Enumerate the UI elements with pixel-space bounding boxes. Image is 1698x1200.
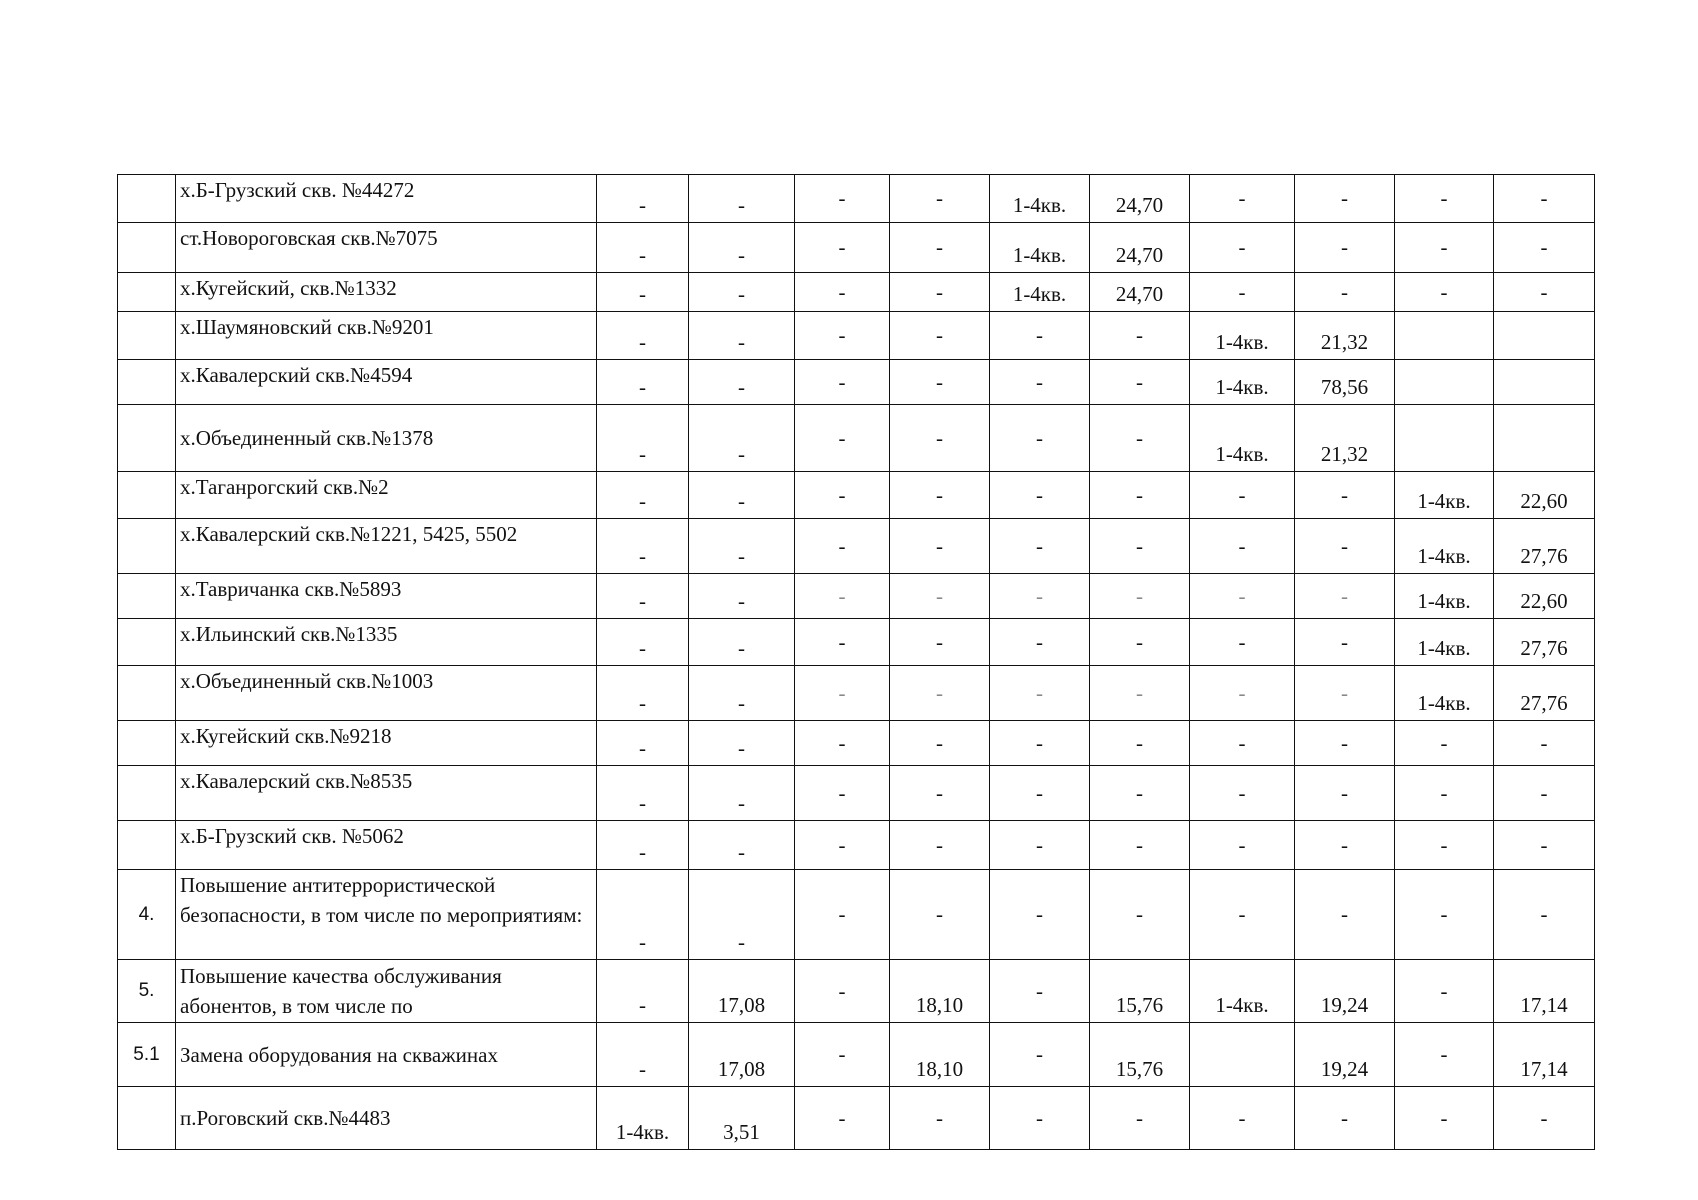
table-cell: -: [1295, 223, 1395, 273]
table-cell: -: [597, 519, 689, 574]
table-cell: -: [1494, 721, 1595, 766]
table-cell: -: [1190, 175, 1295, 223]
table-cell: -: [1295, 821, 1395, 870]
table-cell: -: [890, 405, 990, 472]
table-cell: -: [990, 405, 1090, 472]
table-cell: 19,24: [1295, 1023, 1395, 1087]
table-cell: [1494, 312, 1595, 360]
table-cell: -: [1295, 472, 1395, 519]
table-cell: -: [795, 223, 890, 273]
table-cell: -: [1295, 1087, 1395, 1150]
row-name: х.Объединенный скв.№1378: [176, 405, 597, 472]
table-cell: -: [597, 721, 689, 766]
table-cell: 1-4кв.: [1395, 472, 1494, 519]
table-cell: [1395, 312, 1494, 360]
table-cell: -: [890, 312, 990, 360]
table-cell: -: [689, 519, 795, 574]
table-cell: -: [1190, 821, 1295, 870]
table-cell: -: [1395, 721, 1494, 766]
table-cell: 18,10: [890, 1023, 990, 1087]
table-cell: -: [597, 619, 689, 666]
table-cell: 1-4кв.: [990, 175, 1090, 223]
table-cell: -: [795, 870, 890, 960]
row-name: х.Шаумяновский скв.№9201: [176, 312, 597, 360]
row-number: [118, 619, 176, 666]
table-cell: 27,76: [1494, 619, 1595, 666]
table-cell: [1395, 405, 1494, 472]
table-cell: -: [1395, 273, 1494, 312]
table-cell: -: [795, 312, 890, 360]
table-cell: 1-4кв.: [1190, 405, 1295, 472]
table-cell: -: [795, 519, 890, 574]
table-cell: -: [597, 666, 689, 721]
table-cell: -: [1295, 175, 1395, 223]
table-cell: -: [1395, 1087, 1494, 1150]
table-cell: 1-4кв.: [990, 273, 1090, 312]
row-name: х.Кугейский скв.№9218: [176, 721, 597, 766]
table-cell: [1190, 1023, 1295, 1087]
table-cell: -: [990, 1023, 1090, 1087]
table-cell: -: [1190, 223, 1295, 273]
table-cell: -: [890, 766, 990, 821]
table-cell: -: [795, 273, 890, 312]
row-number: [118, 1087, 176, 1150]
table-cell: -: [795, 175, 890, 223]
table-cell: -: [990, 1087, 1090, 1150]
table-cell: 1-4кв.: [1395, 666, 1494, 721]
row-number: [118, 360, 176, 405]
table-cell: -: [689, 666, 795, 721]
table-cell: -: [795, 821, 890, 870]
table-cell: -: [1494, 870, 1595, 960]
table-cell: 24,70: [1090, 273, 1190, 312]
table-cell: -: [990, 821, 1090, 870]
table-cell: -: [689, 223, 795, 273]
table-cell: -: [1090, 574, 1190, 619]
table-cell: -: [795, 1023, 890, 1087]
table-cell: -: [597, 766, 689, 821]
table-row: [118, 405, 1595, 472]
table-cell: 78,56: [1295, 360, 1395, 405]
table-cell: 27,76: [1494, 519, 1595, 574]
table-cell: -: [890, 619, 990, 666]
table-cell: -: [597, 175, 689, 223]
table-cell: -: [1190, 666, 1295, 721]
table-row: [118, 619, 1595, 666]
table-cell: -: [1190, 619, 1295, 666]
table-cell: -: [1190, 766, 1295, 821]
table-cell: -: [1090, 821, 1190, 870]
table-cell: -: [1395, 821, 1494, 870]
table-cell: -: [990, 472, 1090, 519]
table-cell: -: [597, 960, 689, 1023]
table-cell: -: [795, 574, 890, 619]
table-cell: -: [990, 519, 1090, 574]
table-cell: 1-4кв.: [1395, 519, 1494, 574]
row-number: [118, 472, 176, 519]
row-number: 5.: [118, 960, 176, 1023]
row-name: х.Кавалерский скв.№1221, 5425, 5502: [176, 519, 597, 574]
table-row: [118, 821, 1595, 870]
table-cell: -: [1494, 821, 1595, 870]
table-cell: -: [597, 870, 689, 960]
table-cell: -: [1190, 574, 1295, 619]
table-cell: -: [689, 870, 795, 960]
table-row: [118, 1087, 1595, 1150]
table-cell: -: [795, 405, 890, 472]
table-cell: 3,51: [689, 1087, 795, 1150]
table-cell: -: [990, 870, 1090, 960]
row-number: [118, 574, 176, 619]
table-cell: -: [1295, 870, 1395, 960]
table-cell: -: [1090, 870, 1190, 960]
table-cell: -: [1295, 519, 1395, 574]
table-cell: 18,10: [890, 960, 990, 1023]
table-cell: -: [1090, 360, 1190, 405]
table-cell: 1-4кв.: [1395, 619, 1494, 666]
table-cell: -: [597, 273, 689, 312]
table-cell: 1-4кв.: [1190, 312, 1295, 360]
table-cell: 15,76: [1090, 960, 1190, 1023]
document-table: [117, 174, 1595, 1150]
table-cell: -: [1190, 1087, 1295, 1150]
table-cell: -: [689, 472, 795, 519]
table-cell: 1-4кв.: [1190, 960, 1295, 1023]
table-cell: -: [1090, 1087, 1190, 1150]
table-cell: -: [1395, 1023, 1494, 1087]
table-cell: 17,14: [1494, 960, 1595, 1023]
table-cell: -: [990, 721, 1090, 766]
row-name: Повышение антитеррористической безопасности, в том числе по мероприятиям:: [176, 870, 597, 960]
table-cell: -: [689, 821, 795, 870]
table-cell: -: [890, 1087, 990, 1150]
table-cell: -: [689, 175, 795, 223]
table-cell: [1494, 360, 1595, 405]
table-cell: -: [890, 721, 990, 766]
table-body: [118, 175, 1595, 1150]
table-cell: 1-4кв.: [1395, 574, 1494, 619]
row-number: 4.: [118, 870, 176, 960]
table-cell: -: [990, 960, 1090, 1023]
table-cell: -: [890, 472, 990, 519]
table-cell: -: [795, 619, 890, 666]
table-cell: -: [1295, 574, 1395, 619]
table-cell: -: [1295, 721, 1395, 766]
table-cell: -: [689, 574, 795, 619]
table-cell: -: [1494, 766, 1595, 821]
table-cell: -: [1295, 273, 1395, 312]
row-number: [118, 405, 176, 472]
table-row: [118, 223, 1595, 273]
table-row: [118, 360, 1595, 405]
table-cell: -: [689, 721, 795, 766]
row-name: х.Таганрогский скв.№2: [176, 472, 597, 519]
table-cell: -: [795, 1087, 890, 1150]
table-cell: -: [689, 405, 795, 472]
table-cell: -: [795, 472, 890, 519]
row-name: х.Тавричанка скв.№5893: [176, 574, 597, 619]
table-cell: -: [990, 574, 1090, 619]
table-cell: -: [1494, 223, 1595, 273]
table-cell: -: [795, 721, 890, 766]
table-row: [118, 666, 1595, 721]
row-number: [118, 666, 176, 721]
table-cell: -: [1190, 721, 1295, 766]
table-cell: -: [795, 766, 890, 821]
table-cell: -: [689, 766, 795, 821]
table-cell: -: [1090, 766, 1190, 821]
table-cell: -: [890, 175, 990, 223]
table-cell: -: [1395, 766, 1494, 821]
row-name: п.Роговский скв.№4483: [176, 1087, 597, 1150]
table-cell: -: [1494, 175, 1595, 223]
table-cell: -: [990, 312, 1090, 360]
row-name: ст.Новороговская скв.№7075: [176, 223, 597, 273]
row-name: х.Б-Грузский скв. №5062: [176, 821, 597, 870]
row-number: [118, 312, 176, 360]
table-cell: -: [1395, 960, 1494, 1023]
table-row: [118, 960, 1595, 1023]
row-number: [118, 175, 176, 223]
table-cell: -: [890, 821, 990, 870]
table-cell: -: [597, 223, 689, 273]
table-cell: 15,76: [1090, 1023, 1190, 1087]
row-name: х.Кавалерский скв.№4594: [176, 360, 597, 405]
table-cell: -: [597, 472, 689, 519]
table-cell: -: [1190, 273, 1295, 312]
table-cell: -: [689, 619, 795, 666]
row-name: х.Кугейский, скв.№1332: [176, 273, 597, 312]
table-cell: 21,32: [1295, 312, 1395, 360]
table-cell: 22,60: [1494, 472, 1595, 519]
row-number: [118, 821, 176, 870]
table-cell: -: [890, 519, 990, 574]
table-cell: -: [597, 821, 689, 870]
table-cell: -: [1190, 519, 1295, 574]
table-row: [118, 273, 1595, 312]
table-row: [118, 175, 1595, 223]
row-name: х.Объединенный скв.№1003: [176, 666, 597, 721]
row-name: Замена оборудования на скважинах: [176, 1023, 597, 1087]
table-cell: -: [890, 574, 990, 619]
table-cell: -: [1295, 766, 1395, 821]
table-cell: -: [1395, 175, 1494, 223]
table-cell: 17,14: [1494, 1023, 1595, 1087]
table-row: [118, 1023, 1595, 1087]
table-cell: 1-4кв.: [1190, 360, 1295, 405]
table-cell: -: [1190, 870, 1295, 960]
table-cell: [1494, 405, 1595, 472]
table-cell: 19,24: [1295, 960, 1395, 1023]
row-name: х.Б-Грузский скв. №44272: [176, 175, 597, 223]
table-cell: -: [597, 312, 689, 360]
table-cell: -: [890, 360, 990, 405]
row-name: Повышение качества обслуживания абонентов, в том числе по: [176, 960, 597, 1023]
table-cell: -: [1395, 223, 1494, 273]
table-row: [118, 721, 1595, 766]
table-cell: 22,60: [1494, 574, 1595, 619]
table-cell: [1395, 360, 1494, 405]
table-cell: -: [890, 666, 990, 721]
row-name: х.Ильинский скв.№1335: [176, 619, 597, 666]
table-row: [118, 472, 1595, 519]
table-row: [118, 519, 1595, 574]
table-cell: -: [597, 360, 689, 405]
table-row: [118, 870, 1595, 960]
table-cell: -: [597, 574, 689, 619]
table-cell: -: [990, 360, 1090, 405]
table-cell: -: [1090, 666, 1190, 721]
table-cell: -: [1090, 519, 1190, 574]
row-number: [118, 766, 176, 821]
table-cell: -: [1090, 405, 1190, 472]
table-cell: -: [1295, 619, 1395, 666]
table-cell: -: [795, 360, 890, 405]
table-cell: -: [1090, 472, 1190, 519]
row-number: 5.1: [118, 1023, 176, 1087]
row-number: [118, 721, 176, 766]
table-cell: 1-4кв.: [990, 223, 1090, 273]
table-cell: -: [1090, 312, 1190, 360]
table-cell: 1-4кв.: [597, 1087, 689, 1150]
table-cell: -: [890, 223, 990, 273]
table-row: [118, 574, 1595, 619]
table-cell: -: [1494, 1087, 1595, 1150]
table-cell: -: [890, 870, 990, 960]
table-cell: -: [1090, 619, 1190, 666]
table-cell: -: [1494, 273, 1595, 312]
table-cell: 17,08: [689, 1023, 795, 1087]
table-cell: -: [689, 273, 795, 312]
table-cell: -: [990, 666, 1090, 721]
table-cell: 24,70: [1090, 175, 1190, 223]
table-cell: -: [1190, 472, 1295, 519]
table-cell: -: [1090, 721, 1190, 766]
row-name: х.Кавалерский скв.№8535: [176, 766, 597, 821]
table-cell: 17,08: [689, 960, 795, 1023]
table-cell: 24,70: [1090, 223, 1190, 273]
table-row: [118, 766, 1595, 821]
table-cell: -: [689, 312, 795, 360]
row-number: [118, 519, 176, 574]
table-cell: -: [795, 666, 890, 721]
table-cell: 27,76: [1494, 666, 1595, 721]
table-cell: 21,32: [1295, 405, 1395, 472]
table-cell: -: [689, 360, 795, 405]
table-cell: -: [990, 619, 1090, 666]
table-cell: -: [1295, 666, 1395, 721]
table-cell: -: [795, 960, 890, 1023]
table-cell: -: [597, 405, 689, 472]
table-cell: -: [890, 273, 990, 312]
table-cell: -: [990, 766, 1090, 821]
table-cell: -: [1395, 870, 1494, 960]
row-number: [118, 223, 176, 273]
table-row: [118, 312, 1595, 360]
row-number: [118, 273, 176, 312]
table-cell: -: [597, 1023, 689, 1087]
